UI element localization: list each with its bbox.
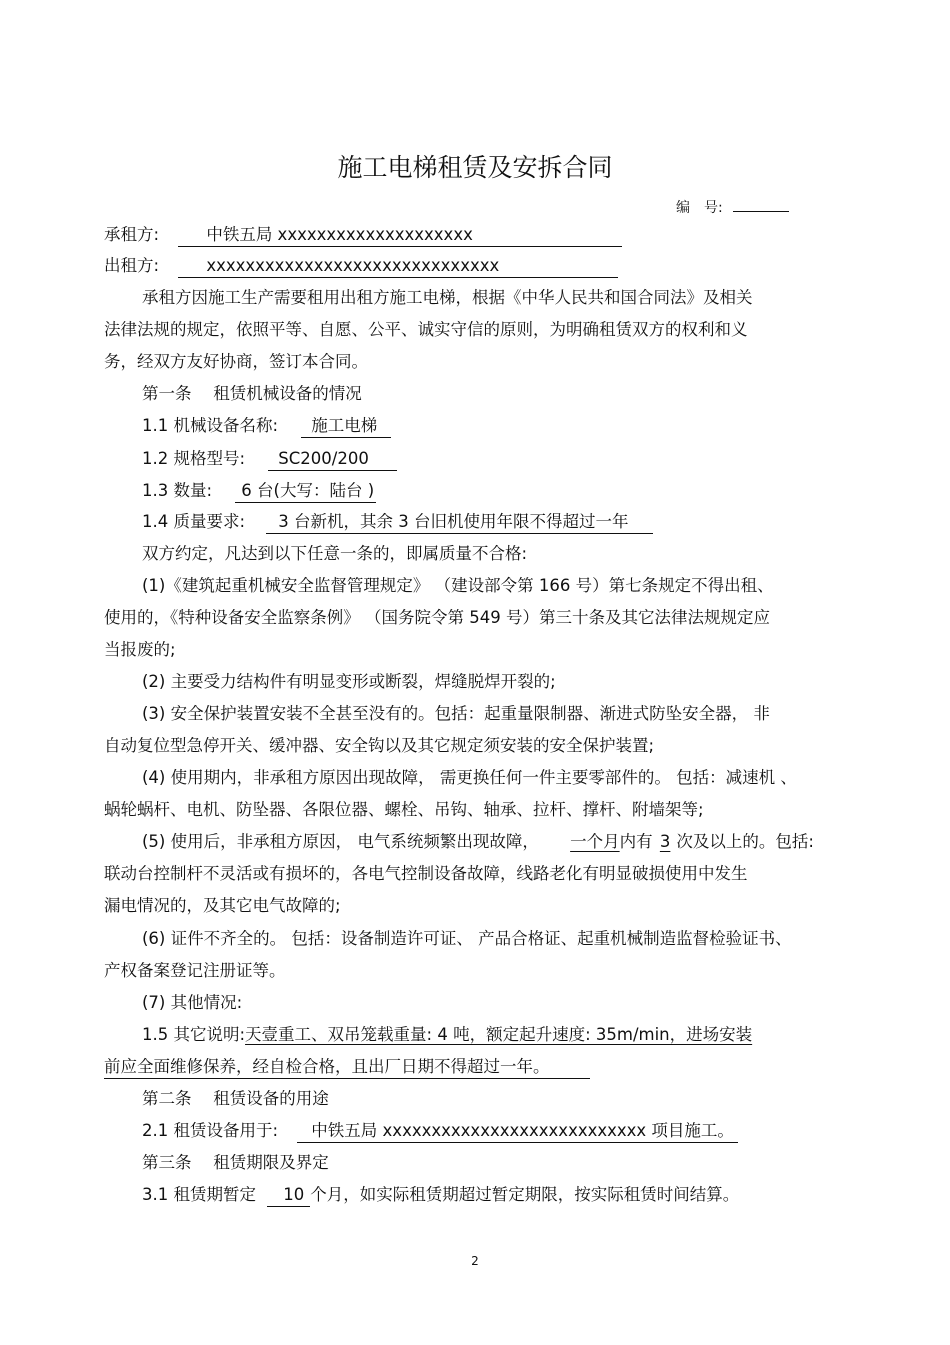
lessor-label: 出租方: <box>104 256 160 275</box>
clause-5-period: 一个月 <box>570 832 620 851</box>
agreement-line: 双方约定，凡达到以下任意一条的，即属质量不合格: <box>142 544 528 563</box>
item-1-5-value: 天壹重工、双吊笼载重量: 4 吨，额定起升速度: 35m/min，进场安装 <box>245 1025 753 1044</box>
item-1-1-value: 施工电梯 <box>301 416 391 438</box>
clause-2: (2) 主要受力结构件有明显变形或断裂，焊缝脱焊开裂的; <box>142 672 556 691</box>
item-1-4 <box>142 512 653 534</box>
clause-5-line-2: 联动台控制杆不灵活或有损坏的，各电气控制设备故障，线路老化有明显破损使用中发生 <box>104 864 748 883</box>
article-2-heading: 第二条 租赁设备的用途 <box>142 1089 329 1108</box>
article-1-heading: 第一条 租赁机械设备的情况 <box>142 384 362 403</box>
item-2-1-value: 中铁五局 xxxxxxxxxxxxxxxxxxxxxxxxxxx 项目施工。 <box>297 1121 738 1143</box>
item-1-4-label: 1.4 质量要求: <box>142 512 246 531</box>
clause-7: (7) 其他情况: <box>142 993 243 1012</box>
item-3-1 <box>142 1185 739 1207</box>
contract-number-blank <box>733 193 789 212</box>
item-1-2-value: SC200/200 <box>268 449 397 471</box>
contract-number <box>676 193 789 218</box>
clause-5-line-1 <box>142 832 814 852</box>
clause-5-within: 内有 <box>619 832 653 851</box>
clause-5-prefix: (5) 使用后，非承租方原因， 电气系统频繁出现故障， <box>142 832 539 851</box>
item-1-5 <box>142 1025 752 1045</box>
item-1-5-label: 1.5 其它说明: <box>142 1025 246 1044</box>
intro-line-1: 承租方因施工生产需要租用出租方施工电梯，根据《中华人民共和国合同法》及相关 <box>142 288 753 307</box>
item-1-1-label: 1.1 机械设备名称: <box>142 416 279 435</box>
contract-number-label: 编 号: <box>676 200 723 216</box>
clause-1-line-3: 当报废的; <box>104 640 176 659</box>
item-1-2-label: 1.2 规格型号: <box>142 449 246 468</box>
item-1-4-value: 3 台新机，其余 3 台旧机使用年限不得超过一年 <box>266 512 652 534</box>
document-title: 施工电梯租赁及安拆合同 <box>337 153 613 182</box>
clause-1-line-1: (1)《建筑起重机械安全监督管理规定》 （建设部令第 166 号）第七条规定不得出租、 <box>142 576 774 595</box>
clause-1-line-2: 使用的，《特种设备安全监察条例》 （国务院令第 549 号）第三十条及其它法律法规规定应 <box>104 608 770 627</box>
lessee-value: 中铁五局 xxxxxxxxxxxxxxxxxxxx <box>178 225 622 247</box>
item-3-1-prefix: 3.1 租赁期暂定 <box>142 1185 256 1204</box>
item-1-5-line-2 <box>104 1057 590 1079</box>
intro-line-3: 务，经双方友好协商，签订本合同。 <box>104 352 368 371</box>
lessee-label: 承租方: <box>104 225 160 244</box>
lessor-line <box>104 256 618 278</box>
item-3-1-value: 10 <box>267 1185 310 1207</box>
clause-3-line-1: (3) 安全保护装置安装不全甚至没有的。包括：起重量限制器、渐进式防坠安全器， 非 <box>142 704 770 723</box>
clause-5-suffix: 次及以上的。包括: <box>676 832 814 851</box>
clause-3-line-2: 自动复位型急停开关、缓冲器、安全钩以及其它规定须安装的安全保护装置; <box>104 736 655 755</box>
item-1-1 <box>142 416 391 438</box>
item-3-1-suffix: 个月，如实际租赁期超过暂定期限，按实际租赁时间结算。 <box>310 1185 740 1204</box>
item-1-3 <box>142 481 376 503</box>
item-1-3-value: 6 台(大写：陆台 ) <box>235 481 376 503</box>
clause-4-line-2: 蜗轮蜗杆、电机、防坠器、各限位器、螺栓、吊钩、轴承、拉杆、撑杆、附墙架等; <box>104 800 704 819</box>
clause-6-line-2: 产权备案登记注册证等。 <box>104 961 286 980</box>
clause-6-line-1: (6) 证件不齐全的。 包括：设备制造许可证、 产品合格证、起重机械制造监督检验证书、 <box>142 929 792 948</box>
lessee-line <box>104 225 622 247</box>
clause-5-line-3: 漏电情况的，及其它电气故障的; <box>104 896 341 915</box>
item-2-1-label: 2.1 租赁设备用于: <box>142 1121 279 1140</box>
item-1-5-value-2: 前应全面维修保养，经自检合格，且出厂日期不得超过一年。 <box>104 1057 590 1079</box>
intro-line-2: 法律法规的规定，依照平等、自愿、公平、诚实守信的原则，为明确租赁双方的权利和义 <box>104 320 748 339</box>
lessor-value: xxxxxxxxxxxxxxxxxxxxxxxxxxxxxx <box>178 256 618 278</box>
clause-5-times: 3 <box>659 832 671 851</box>
article-3-heading: 第三条 租赁期限及界定 <box>142 1153 329 1172</box>
item-1-3-label: 1.3 数量: <box>142 481 213 500</box>
clause-4-line-1: (4) 使用期内，非承租方原因出现故障， 需更换任何一件主要零部件的。 包括：减速机 、 <box>142 768 797 787</box>
item-1-2 <box>142 449 397 471</box>
page-number: 2 <box>471 1254 479 1268</box>
item-2-1 <box>142 1121 738 1143</box>
